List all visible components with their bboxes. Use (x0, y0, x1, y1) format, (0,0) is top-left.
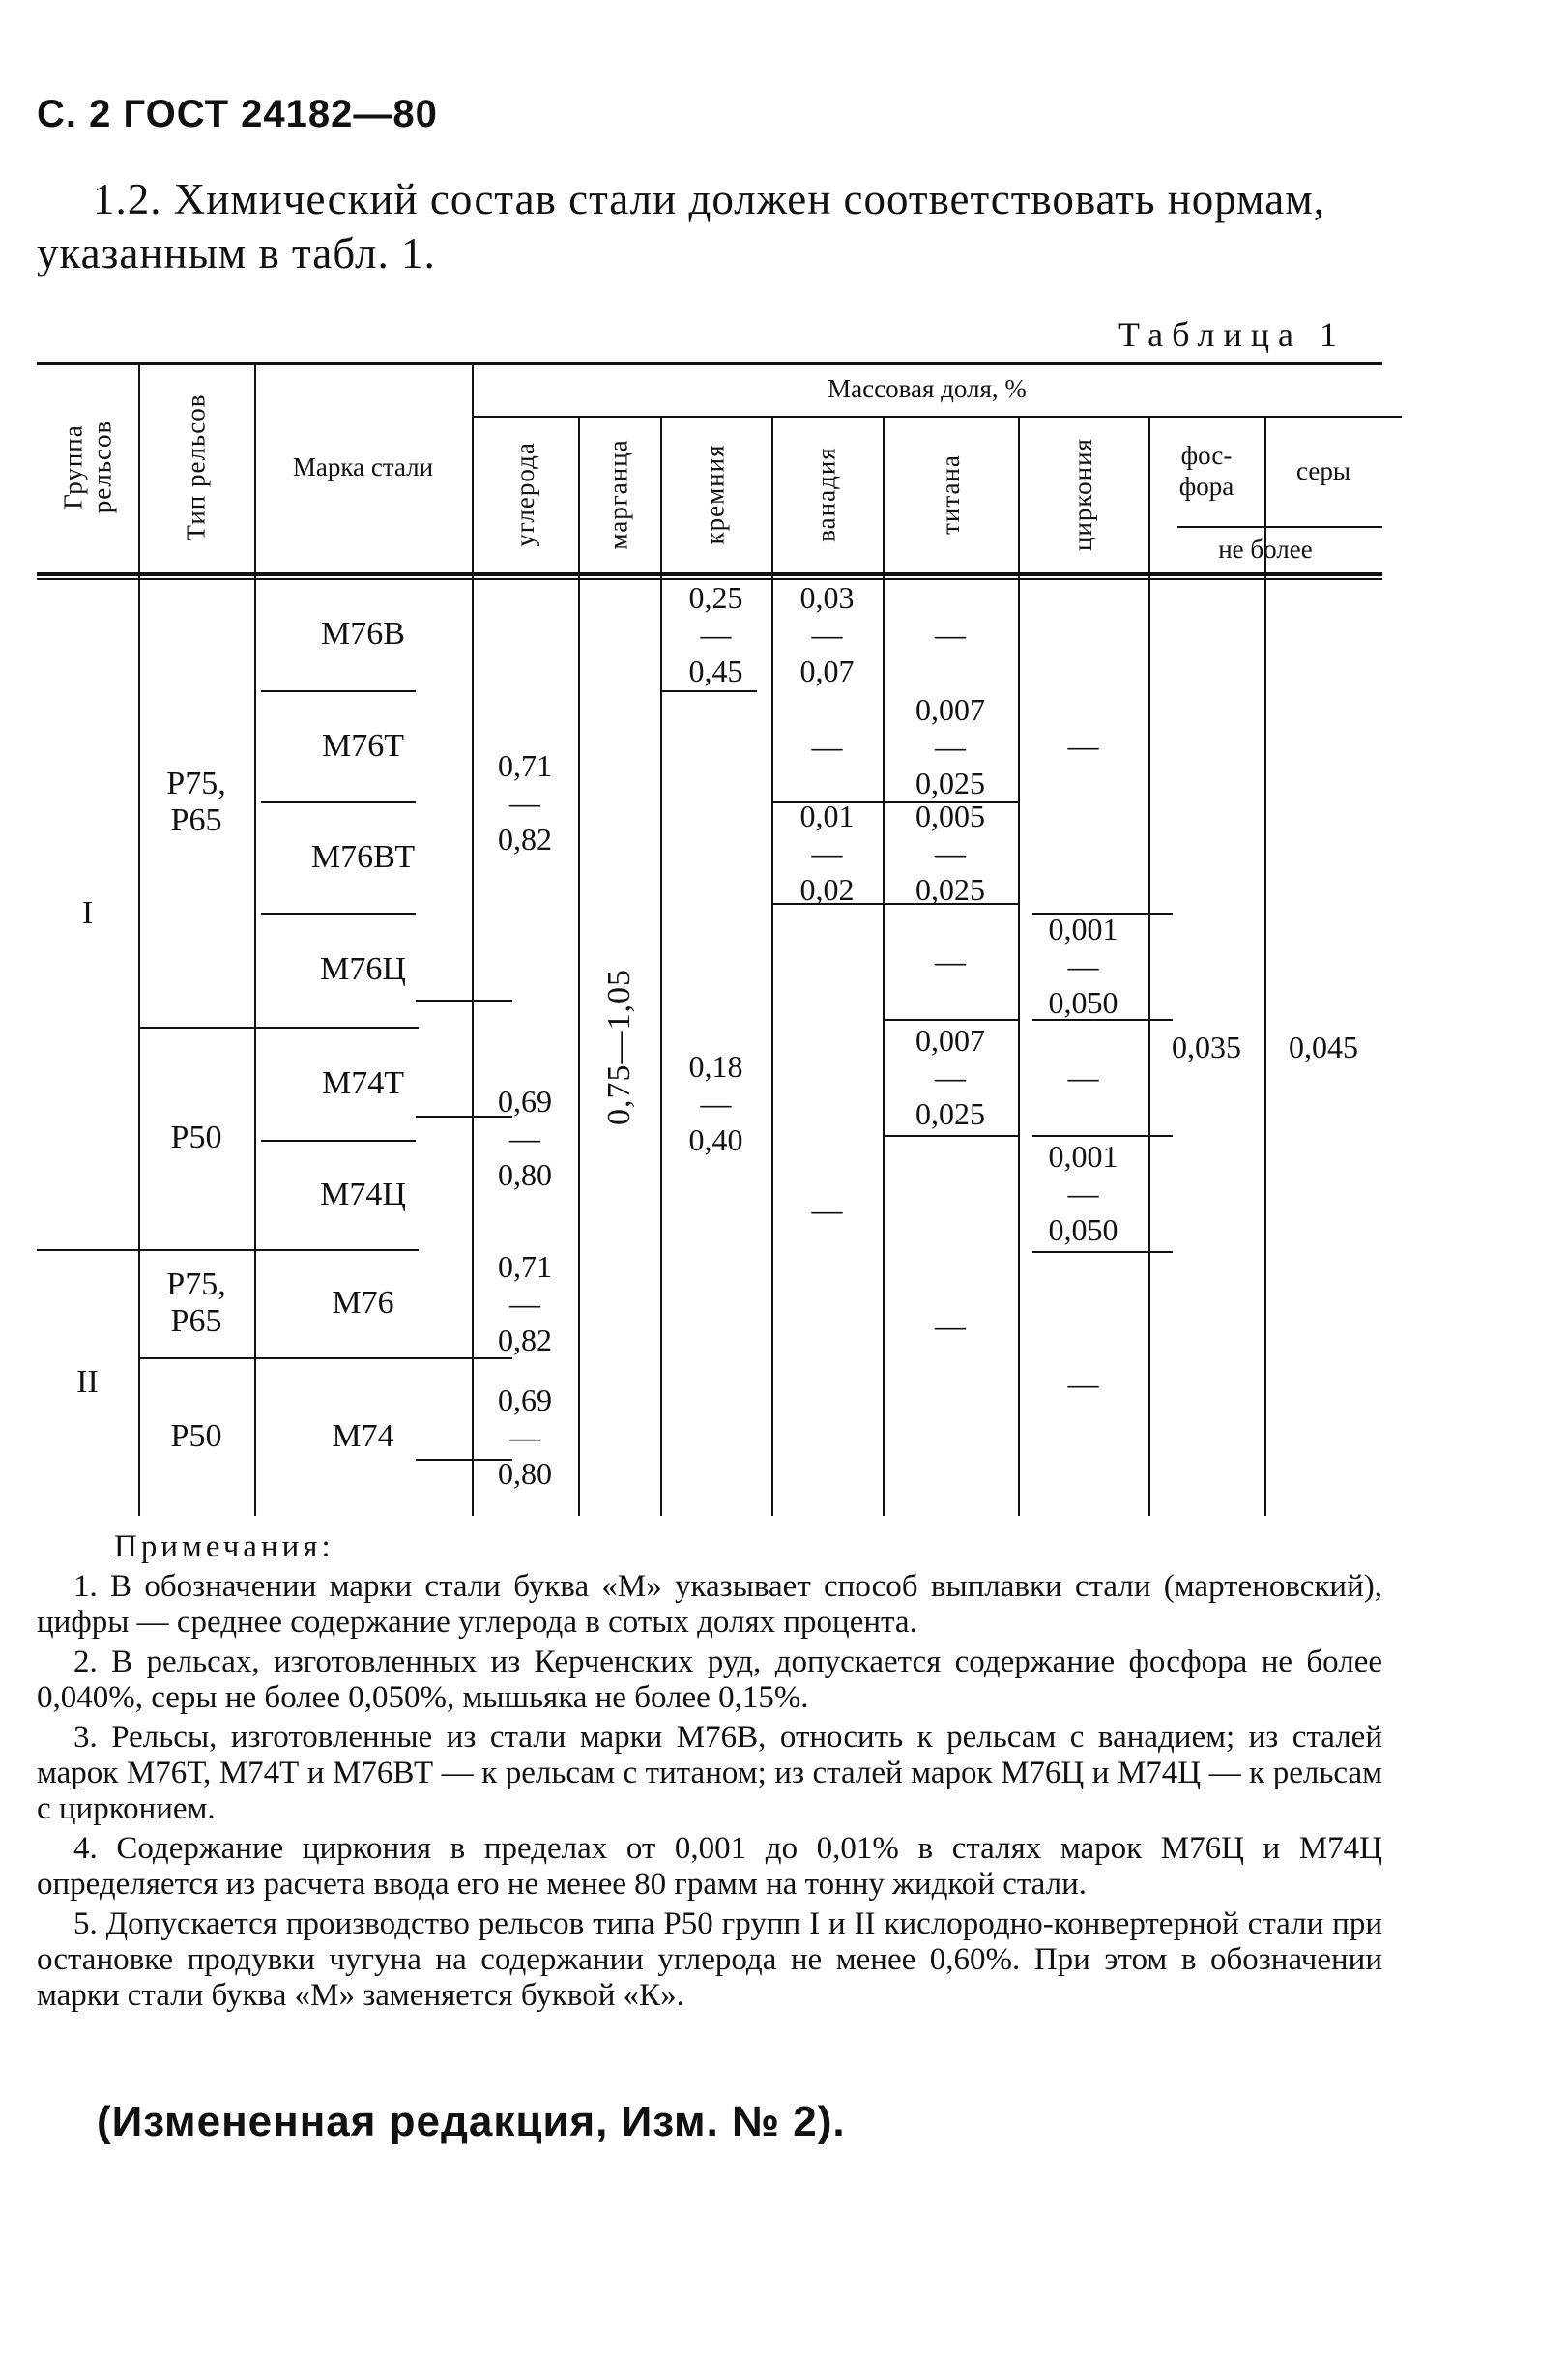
type-p75-p65-b: Р75, Р65 (166, 1266, 226, 1339)
vanadium-m76t: — (811, 728, 843, 764)
silicon-rest: 0,18—0,40 (688, 1049, 743, 1157)
note-4: 4. Содержание циркония в пределах от 0,001 до 0,01% в сталях марок М76Ц и М74Ц определяется из расчета ввода его не менее 80 грамм на тонну жидкой стали. (37, 1831, 1382, 1902)
titanium-m74t: 0,007—0,025 (915, 1023, 985, 1131)
sulfur-all: 0,045 (1289, 1030, 1358, 1064)
grade-m76vt: М76ВТ (310, 838, 416, 875)
paragraph-1-2 (37, 172, 1380, 280)
titanium-m76v: — (935, 617, 966, 652)
manganese-all: 0,75—1,05 (600, 969, 637, 1125)
grade-m76ts: М76Ц (320, 951, 406, 987)
vanadium-rest: — (811, 1192, 843, 1227)
header-sulfur: серы (1296, 456, 1350, 485)
zirconium-m76ts: 0,001—0,050 (1048, 912, 1118, 1020)
titanium-m76vt: 0,005—0,025 (915, 798, 985, 907)
composition-table (37, 362, 1382, 1516)
header-carbon: углерода (509, 441, 539, 547)
type-p50-b: Р50 (170, 1418, 222, 1454)
header-titanium: титана (935, 453, 965, 535)
grade-m74ts: М74Ц (320, 1176, 406, 1212)
carbon-g2-p75: 0,71—0,82 (498, 1249, 552, 1357)
vanadium-m76v: 0,03—0,07 (799, 580, 855, 688)
type-p75-p65: Р75, Р65 (166, 766, 226, 838)
header-type: Тип рельсов (181, 393, 211, 540)
header-vanadium: ванадия (811, 446, 841, 542)
titanium-m76t: 0,007—0,025 (915, 691, 985, 800)
header-manganese: марганца (604, 438, 634, 550)
group-1: I (81, 895, 94, 931)
note-2: 2. В рельсах, изготовленных из Керченских руд, допускается содержание фосфора не более 0,040%, серы не более 0,050%, мышьяка не более 0,15%. (37, 1644, 1382, 1715)
notes-title: Примечания: (114, 1529, 334, 1564)
header-grade: Марка стали (292, 452, 434, 481)
paragraph-line-2: указанным в табл. 1. (37, 229, 436, 277)
note-5: 5. Допускается производство рельсов типа Р50 групп I и II кислородно-конвертерной стали при остановке продувки чугуна на содержании углерода не менее 0,60%. При этом в обозначении марки стали буква «М» заменяется буквой «К». (37, 1906, 1382, 2013)
zirconium-top: — (1067, 728, 1099, 763)
notes (37, 1529, 1382, 2018)
grade-m74t: М74Т (322, 1064, 404, 1101)
header-mass-fraction: Массовая доля, % (828, 374, 1027, 403)
page-header: С. 2 ГОСТ 24182—80 (37, 93, 438, 135)
carbon-g2-p50: 0,69—0,80 (498, 1382, 552, 1491)
titanium-rest: — (935, 1308, 966, 1343)
header-group: Группа рельсов (58, 420, 117, 514)
zirconium-m74ts: 0,001—0,050 (1048, 1139, 1118, 1247)
zirconium-m74t: — (1067, 1060, 1099, 1094)
header-phosphorus: фос-фора (1178, 441, 1234, 501)
silicon-m76v: 0,25—0,45 (688, 580, 743, 688)
type-p50: Р50 (170, 1120, 222, 1155)
grade-m76v: М76В (321, 616, 405, 652)
carbon-g1-p50: 0,69—0,80 (498, 1084, 552, 1192)
grade-m76t: М76Т (322, 727, 404, 764)
zirconium-g2: — (1067, 1366, 1099, 1401)
change-note: (Измененная редакция, Изм. № 2). (97, 2098, 846, 2145)
note-3: 3. Рельсы, изготовленные из стали марки М76В, относить к рельсам с ванадием; из сталей марок М76Т, М74Т и М76ВТ — к рельсам с титаном; из сталей марок М76Ц и М74Ц — к рельсам с цирконием. (37, 1720, 1382, 1826)
group-2: II (76, 1364, 99, 1400)
header-not-more: не более (1218, 535, 1313, 564)
paragraph-line-1: 1.2. Химический состав стали должен соответствовать нормам, (93, 175, 1325, 223)
phosphorus-all: 0,035 (1172, 1030, 1241, 1064)
vanadium-m76vt: 0,01—0,02 (799, 798, 855, 907)
header-silicon: кремния (700, 443, 730, 545)
header-zirconium: циркония (1068, 437, 1097, 551)
carbon-g1-p75: 0,71—0,82 (498, 748, 552, 857)
titanium-m76ts: — (935, 944, 966, 978)
grade-m74: М74 (332, 1418, 394, 1454)
grade-m76: М76 (332, 1285, 394, 1321)
note-1: 1. В обозначении марки стали буква «М» указывает способ выплавки стали (мартеновский), цифры — среднее содержание углерода в сотых долях процента. (37, 1569, 1382, 1640)
table-caption: Таблица 1 (1118, 315, 1346, 354)
